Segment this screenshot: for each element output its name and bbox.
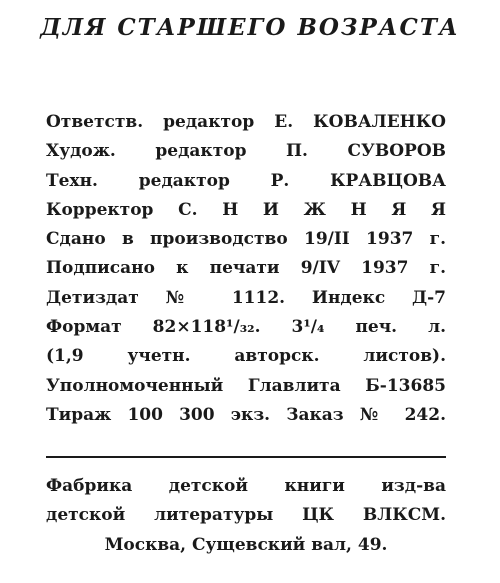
print-run-line: Тираж 100 300 экз. Заказ № 242. (46, 404, 446, 425)
author-sheets-line: (1,9 учетн. авторск. листов). (46, 346, 446, 367)
print-approval-line: Подписано к печати 9/IV 1937 г. (46, 258, 446, 279)
publisher-number-line: Детиздат № 1112. Индекс Д-7 (46, 287, 446, 308)
tech-editor-line: Техн. редактор Р. КРАВЦОВА (46, 170, 446, 191)
editor-line: Ответств. редактор Е. КОВАЛЕНКО (46, 112, 446, 132)
art-editor-line: Худож. редактор П. СУВОРОВ (46, 141, 446, 162)
censor-line: Уполномоченный Главлита Б-13685 (46, 375, 446, 396)
printer-address-line: Москва, Сущевский вал, 49. (104, 534, 388, 555)
printer-block (46, 472, 446, 560)
series-title: ДЛЯ СТАРШЕГО ВОЗРАСТА (40, 14, 460, 41)
format-line: Формат 82×118¹/₃₂. 3¹/₄ печ. л. (46, 317, 446, 338)
proofreader-line: Корректор С. Н И Ж Н Я Я (46, 199, 446, 220)
divider (46, 456, 446, 458)
printer-name-line: Фабрика детской книги изд-ва (46, 476, 446, 496)
imprint-block (46, 108, 446, 430)
printer-org-line: детской литературы ЦК ВЛКСМ. (46, 505, 446, 526)
production-date-line: Сдано в производство 19/II 1937 г. (46, 229, 446, 250)
